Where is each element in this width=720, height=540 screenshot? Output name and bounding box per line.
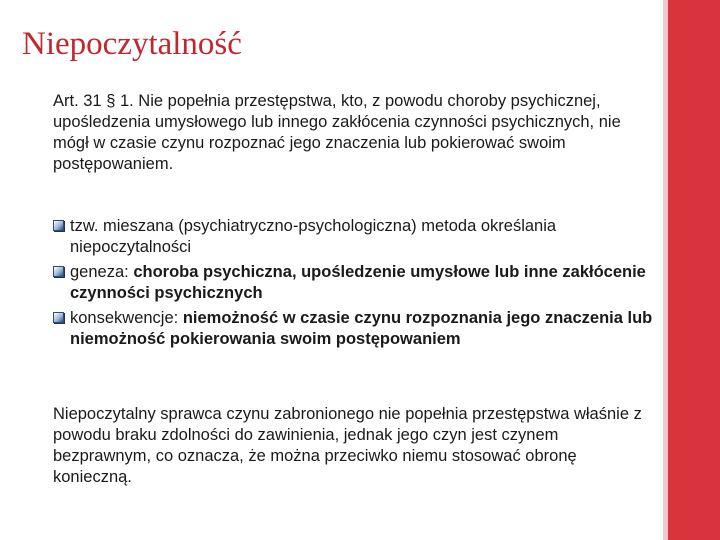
bullet-list <box>53 216 663 354</box>
slide-title: Niepoczytalność <box>22 26 242 62</box>
bullet-item <box>53 262 663 304</box>
bullet-bold-text: choroba psychiczna, upośledzenie umysłowe lub inne zakłócenie czynności psychicznych <box>70 263 646 302</box>
accent-bar <box>668 0 720 540</box>
bullet-item <box>53 308 663 350</box>
bullet-bold-text: niemożność w czasie czynu rozpoznania jego znaczenia lub niemożność pokierowania swoim postępowaniem <box>70 309 653 348</box>
checkbox-square-icon <box>53 220 64 231</box>
bullet-text: tzw. mieszana (psychiatryczno-psychologiczna) metoda określania niepoczytalności <box>70 217 557 256</box>
bullet-text: konsekwencje: <box>70 309 183 327</box>
checkbox-square-icon <box>53 312 64 323</box>
checkbox-square-icon <box>53 266 64 277</box>
conclusion-paragraph: Niepoczytalny sprawca czynu zabronionego nie popełnia przestępstwa właśnie z powodu braku zdolności do zawinienia, jednak jego czyn jest czynem bezprawnym, co oznacza, że można przeciwko niemu stosować obronę konieczną. <box>53 405 642 486</box>
bullet-item <box>53 216 663 258</box>
bullet-text: geneza: <box>70 263 134 281</box>
article-paragraph: Art. 31 § 1. Nie popełnia przestępstwa, kto, z powodu choroby psychicznej, upośledzenia umysłowego lub innego zakłócenia czynności psychicznych, nie mógł w czasie czynu rozpoznać jego znaczenia lub pokierować swoim postępowaniem. <box>53 92 621 173</box>
